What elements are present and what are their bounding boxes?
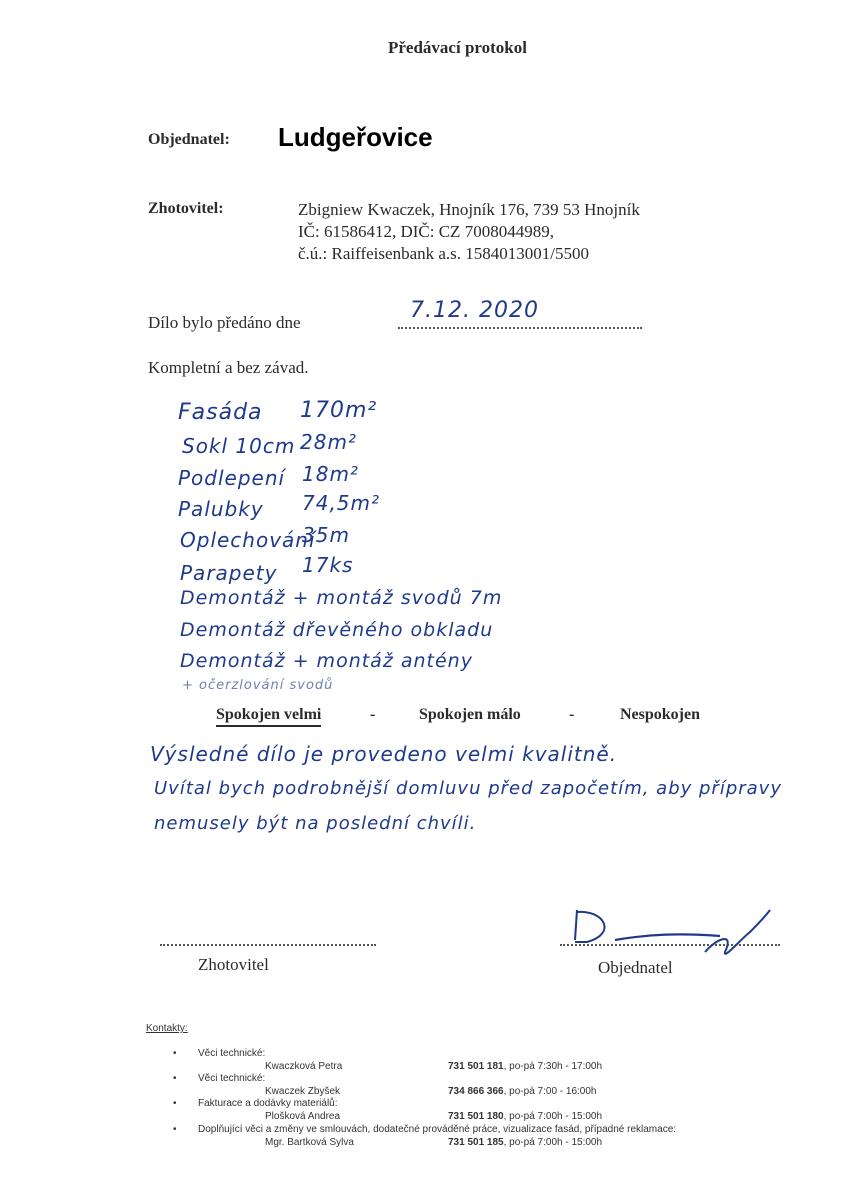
item-name: Sokl 10cm <box>182 434 296 458</box>
item-value: 18m² <box>302 462 359 486</box>
contact-person: Plošková Andrea <box>265 1111 341 1122</box>
bullet: • <box>173 1098 177 1109</box>
date-dotted-line <box>398 327 642 329</box>
contact-phone: 731 501 181 <box>448 1061 504 1072</box>
comment-line: Výsledné dílo je provedeno velmi kvalitně. <box>150 742 618 766</box>
satisfaction-option: Nespokojen <box>620 706 701 723</box>
contact-category: Věci technické: <box>198 1073 266 1084</box>
item-value: 35m <box>302 523 350 547</box>
comment-line: nemusely být na poslední chvíli. <box>154 813 477 834</box>
contact-phone: 731 501 180 <box>448 1111 504 1122</box>
zhotovitel-line-3: č.ú.: Raiffeisenbank a.s. 1584013001/5500 <box>298 244 590 263</box>
contact-person: Kwaczková Petra <box>265 1061 343 1072</box>
contacts-heading: Kontakty: <box>146 1023 188 1034</box>
satisfaction-option: Spokojen málo <box>419 706 521 723</box>
contact-hours: , po-pá 7:00h - 15:00h <box>503 1137 603 1148</box>
item-name: Demontáž + montáž svodů 7m <box>180 587 503 609</box>
item-name: Podlepení <box>178 466 286 490</box>
contact-hours: , po-pá 7:00h - 15:00h <box>503 1111 603 1122</box>
contact-person: Mgr. Bartková Sylva <box>265 1137 354 1148</box>
objednatel-label: Objednatel: <box>148 131 230 148</box>
item-name: Demontáž + montáž antény <box>180 650 473 672</box>
zhotovitel-line-2: IČ: 61586412, DIČ: CZ 7008044989, <box>298 222 554 241</box>
contact-category: Fakturace a dodávky materiálů: <box>198 1098 338 1109</box>
item-name: + očerzlování svodů <box>182 678 334 693</box>
signature-label-left: Zhotovitel <box>198 955 269 974</box>
item-name: Parapety <box>180 561 278 585</box>
satisfaction-separator: - <box>569 706 575 723</box>
item-value: 74,5m² <box>302 491 381 515</box>
zhotovitel-label: Zhotovitel: <box>148 200 224 217</box>
zhotovitel-line-1: Zbigniew Kwaczek, Hnojník 176, 739 53 Hnojník <box>298 200 640 219</box>
satisfaction-option-selected: Spokojen velmi <box>216 706 321 727</box>
contact-category: Věci technické: <box>198 1048 266 1059</box>
item-value: 170m² <box>300 398 378 423</box>
signature-line-left <box>160 944 376 946</box>
bullet: • <box>173 1124 177 1135</box>
document-title: Předávací protokol <box>388 38 527 57</box>
bullet: • <box>173 1048 177 1059</box>
contact-phone-line <box>448 1061 602 1072</box>
bullet: • <box>173 1073 177 1084</box>
item-name: Oplechování <box>180 528 316 552</box>
signature-label-right: Objednatel <box>598 958 673 977</box>
contact-person: Kwaczek Zbyšek <box>265 1086 341 1097</box>
item-name: Palubky <box>178 497 264 521</box>
item-name: Fasáda <box>178 400 263 425</box>
satisfaction-separator: - <box>370 706 376 723</box>
handover-date: 7.12. 2020 <box>410 298 539 323</box>
contact-phone-line <box>448 1137 602 1148</box>
contact-phone: 731 501 185 <box>448 1137 504 1148</box>
contact-phone-line <box>448 1086 596 1097</box>
contact-phone: 734 866 366 <box>448 1086 504 1097</box>
item-value: 28m² <box>300 430 357 454</box>
kompletni-text: Kompletní a bez závad. <box>148 358 309 377</box>
contact-hours: , po-pá 7:30h - 17:00h <box>503 1061 603 1072</box>
comment-line: Uvítal bych podrobnější domluvu před započetím, aby přípravy <box>154 778 782 799</box>
contact-phone-line <box>448 1111 602 1122</box>
predano-label: Dílo bylo předáno dne <box>148 313 301 332</box>
objednatel-value: Ludgeřovice <box>278 122 433 152</box>
item-value: 17ks <box>302 553 354 577</box>
contact-category: Doplňující věci a změny ve smlouvách, dodatečné prováděné práce, vizualizace fasád, případné reklamace: <box>198 1124 677 1135</box>
contact-hours: , po-pá 7:00 - 16:00h <box>503 1086 597 1097</box>
item-name: Demontáž dřevěného obkladu <box>180 619 494 641</box>
